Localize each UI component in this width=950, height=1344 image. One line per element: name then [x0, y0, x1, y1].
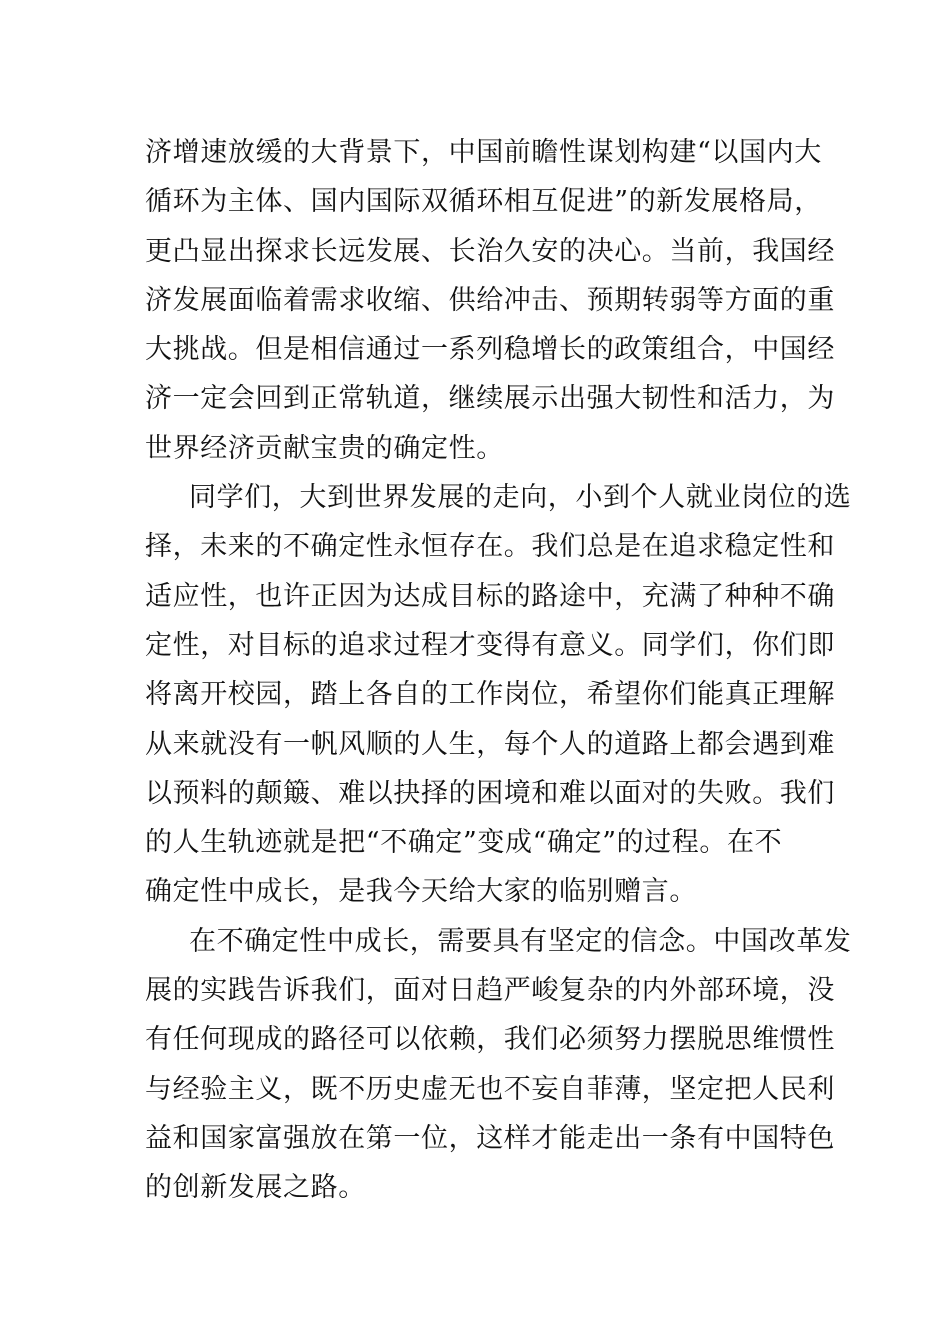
text-line: 以预料的颠簸、难以抉择的困境和难以面对的失败。我们 [145, 777, 835, 809]
text-line: 适应性，也许正因为达成目标的路途中，充满了种种不确 [145, 580, 835, 612]
text-line: 从来就没有一帆风顺的人生，每个人的道路上都会遇到难 [145, 728, 835, 760]
text-line: 定性，对目标的追求过程才变得有意义。同学们，你们即 [145, 629, 835, 661]
paragraph-1 [145, 128, 835, 473]
text-line: 世界经济贡献宝贵的确定性。 [145, 432, 504, 464]
text-line: 在不确定性中成长，需要具有坚定的信念。中国改革发 [189, 925, 852, 957]
text-line: 展的实践告诉我们，面对日趋严峻复杂的内外部环境，没 [145, 975, 835, 1007]
paragraph-3 [145, 917, 852, 1213]
text-line: 济发展面临着需求收缩、供给冲击、预期转弱等方面的重 [145, 284, 835, 316]
text-line: 济一定会回到正常轨道，继续展示出强大韧性和活力，为 [145, 383, 835, 415]
text-line: 有任何现成的路径可以依赖，我们必须努力摆脱思维惯性 [145, 1024, 835, 1056]
text-line: 更凸显出探求长远发展、长治久安的决心。当前，我国经 [145, 235, 835, 267]
text-line: 益和国家富强放在第一位，这样才能走出一条有中国特色 [145, 1122, 835, 1154]
text-line: 的创新发展之路。 [145, 1172, 366, 1204]
text-line: 同学们，大到世界发展的走向，小到个人就业岗位的选 [189, 482, 852, 514]
text-line: 择，未来的不确定性永恒存在。我们总是在追求稳定性和 [145, 531, 835, 563]
document-body [145, 128, 852, 1213]
text-line: 确定性中成长，是我今天给大家的临别赠言。 [145, 876, 697, 908]
text-line: 将离开校园，踏上各自的工作岗位，希望你们能真正理解 [145, 679, 835, 711]
paragraph-2 [145, 473, 852, 917]
text-line: 循环为主体、国内国际双循环相互促进”的新发展格局， [145, 186, 822, 218]
text-line: 的人生轨迹就是把“不确定”变成“确定”的过程。在不 [145, 827, 783, 859]
text-line: 与经验主义，既不历史虚无也不妄自菲薄，坚定把人民利 [145, 1073, 835, 1105]
text-line: 济增速放缓的大背景下，中国前瞻性谋划构建“以国内大 [145, 137, 822, 168]
text-line: 大挑战。但是相信通过一系列稳增长的政策组合，中国经 [145, 334, 835, 366]
